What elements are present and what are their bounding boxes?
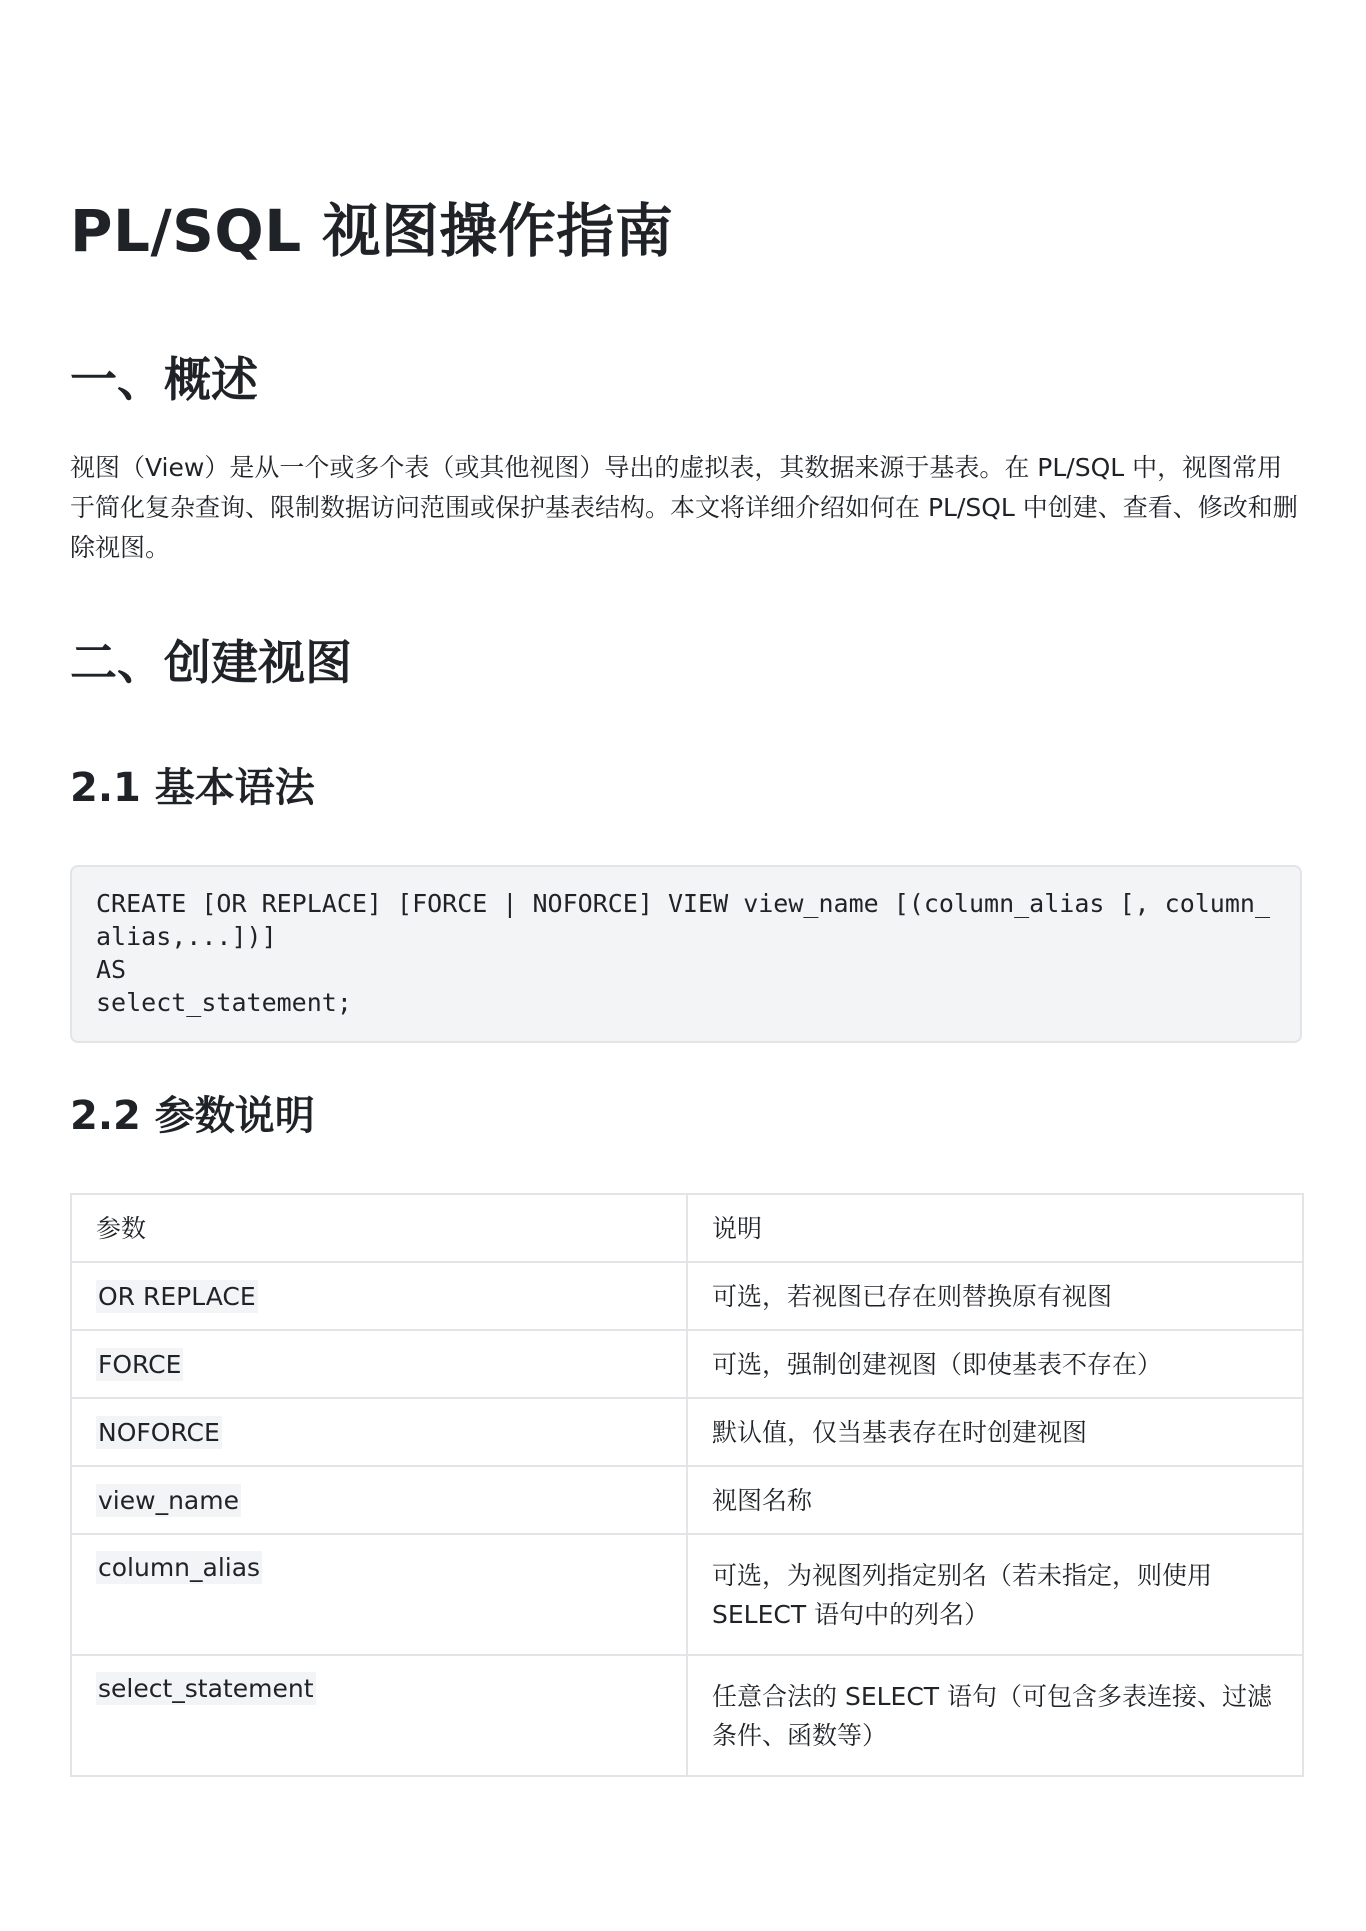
desc-cell: 任意合法的 SELECT 语句（可包含多表连接、过滤条件、函数等） [687,1655,1303,1776]
table-row [71,1534,1303,1655]
param-name: column_alias [98,1553,261,1582]
overview-heading: 一、概述 [70,353,258,408]
table-row [71,1655,1303,1776]
param-cell [71,1534,687,1655]
document-title: PL/SQL 视图操作指南 [70,197,674,265]
header-desc-cell: 说明 [687,1194,1303,1262]
table-row [71,1330,1303,1398]
table-header-row [71,1194,1303,1262]
syntax-heading: 2.1 基本语法 [70,765,315,811]
overview-paragraph: 视图（View）是从一个或多个表（或其他视图）导出的虚拟表，其数据来源于基表。在 PL/SQL 中，视图常用于简化复杂查询、限制数据访问范围或保护基表结构。本文将详细介绍如何在 PL/SQL 中创建、查看、修改和删除视图。 [70,453,1298,562]
create-view-heading: 二、创建视图 [70,636,352,691]
params-heading: 2.2 参数说明 [70,1093,315,1139]
desc-cell: 可选，若视图已存在则替换原有视图 [687,1262,1303,1330]
desc-cell: 可选，为视图列指定别名（若未指定，则使用 SELECT 语句中的列名） [687,1534,1303,1655]
table-row [71,1398,1303,1466]
param-name: OR REPLACE [98,1281,256,1311]
desc-cell: 可选，强制创建视图（即使基表不存在） [687,1330,1303,1398]
table-row [71,1262,1303,1330]
param-name: select_statement [98,1674,314,1703]
header-param-cell: 参数 [71,1194,687,1262]
param-cell [71,1262,687,1330]
param-cell [71,1398,687,1466]
param-name: NOFORCE [98,1417,220,1447]
desc-cell: 默认值，仅当基表存在时创建视图 [687,1398,1303,1466]
param-cell [71,1330,687,1398]
syntax-code-block: CREATE [OR REPLACE] [FORCE | NOFORCE] VIEW view_name [(column_alias [, column_alias,...])] AS select_statement; [70,865,1302,1043]
param-cell [71,1466,687,1534]
desc-cell: 视图名称 [687,1466,1303,1534]
param-cell [71,1655,687,1776]
param-name: view_name [98,1485,239,1515]
table-row [71,1466,1303,1534]
param-name: FORCE [98,1349,182,1379]
params-table [70,1193,1304,1777]
